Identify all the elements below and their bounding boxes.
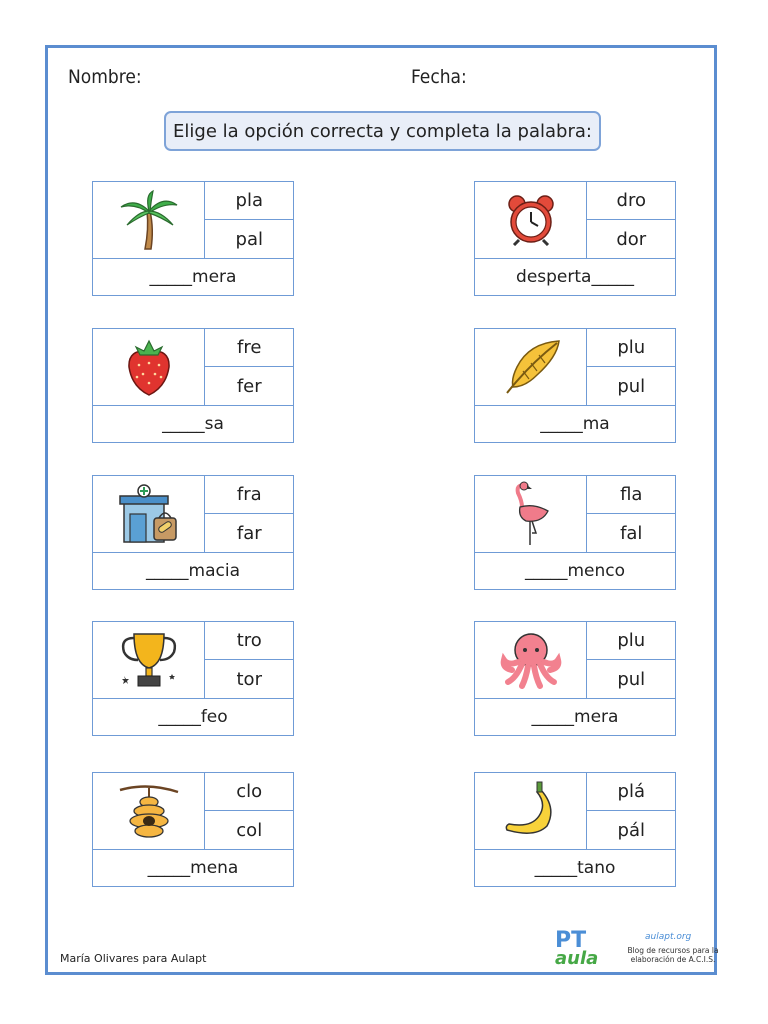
- option-1[interactable]: tro: [205, 622, 294, 660]
- option-1[interactable]: fla: [587, 476, 676, 514]
- alarm-clock-icon: [505, 194, 557, 246]
- word-to-complete[interactable]: _____macia: [93, 552, 293, 589]
- option-2[interactable]: dor: [616, 228, 647, 250]
- word-to-complete[interactable]: _____menco: [475, 552, 675, 589]
- picture-cell: [475, 622, 587, 698]
- feather-icon: [499, 337, 563, 397]
- exercise-card-fresa: [92, 328, 294, 443]
- exercise-card-pulpo: [474, 621, 676, 736]
- word-to-complete[interactable]: _____mena: [93, 849, 293, 886]
- picture-cell: [93, 476, 205, 552]
- beehive-icon: [118, 780, 180, 842]
- option-2[interactable]: col: [236, 819, 263, 841]
- aulapt-logo[interactable]: [555, 928, 725, 972]
- option-2[interactable]: far: [236, 522, 262, 544]
- option-2[interactable]: pal: [235, 228, 263, 250]
- octopus-icon: [500, 630, 562, 690]
- logo-pt: PT: [555, 928, 587, 953]
- picture-cell: [93, 622, 205, 698]
- author-credit: María Olivares para Aulapt: [60, 952, 207, 965]
- word-to-complete[interactable]: _____mera: [93, 258, 293, 295]
- name-label: Nombre:: [68, 66, 142, 88]
- option-1[interactable]: plu: [587, 329, 676, 367]
- option-2[interactable]: fal: [620, 522, 643, 544]
- picture-cell: [475, 476, 587, 552]
- option-1[interactable]: fre: [205, 329, 294, 367]
- strawberry-icon: [124, 337, 174, 397]
- word-to-complete[interactable]: _____ma: [475, 405, 675, 442]
- picture-cell: [475, 329, 587, 405]
- word-to-complete[interactable]: _____sa: [93, 405, 293, 442]
- logo-tagline: Blog de recursos para la elaboración de A.C.I.S.: [627, 946, 719, 964]
- word-to-complete[interactable]: _____mera: [475, 698, 675, 735]
- instruction-box: Elige la opción correcta y completa la palabra:: [164, 111, 601, 151]
- pharmacy-icon: [118, 484, 180, 544]
- option-2[interactable]: pul: [617, 668, 646, 690]
- exercise-card-despertador: [474, 181, 676, 296]
- option-1[interactable]: fra: [205, 476, 294, 514]
- picture-cell: [93, 182, 205, 258]
- picture-cell: [475, 773, 587, 849]
- flamingo-icon: [508, 481, 554, 547]
- word-to-complete[interactable]: _____tano: [475, 849, 675, 886]
- exercise-card-palmera: [92, 181, 294, 296]
- exercise-card-colmena: [92, 772, 294, 887]
- picture-cell: [475, 182, 587, 258]
- option-1[interactable]: plá: [587, 773, 676, 811]
- picture-cell: [93, 329, 205, 405]
- date-label: Fecha:: [411, 66, 467, 88]
- option-2[interactable]: pál: [617, 819, 645, 841]
- exercise-card-flamenco: [474, 475, 676, 590]
- logo-aula: aula: [555, 948, 599, 969]
- word-to-complete[interactable]: _____feo: [93, 698, 293, 735]
- option-2[interactable]: fer: [236, 375, 262, 397]
- option-1[interactable]: clo: [205, 773, 294, 811]
- option-1[interactable]: plu: [587, 622, 676, 660]
- picture-cell: [93, 773, 205, 849]
- logo-site[interactable]: aulapt.org: [645, 932, 692, 942]
- option-2[interactable]: tor: [236, 668, 262, 690]
- option-2[interactable]: pul: [617, 375, 646, 397]
- trophy-icon: [118, 630, 180, 690]
- word-to-complete[interactable]: desperta_____: [475, 258, 675, 295]
- option-1[interactable]: dro: [587, 182, 676, 220]
- exercise-card-farmacia: [92, 475, 294, 590]
- exercise-card-platano: [474, 772, 676, 887]
- exercise-card-pluma: [474, 328, 676, 443]
- palm-tree-icon: [119, 189, 179, 251]
- banana-icon: [501, 780, 561, 842]
- exercise-card-trofeo: [92, 621, 294, 736]
- option-1[interactable]: pla: [205, 182, 294, 220]
